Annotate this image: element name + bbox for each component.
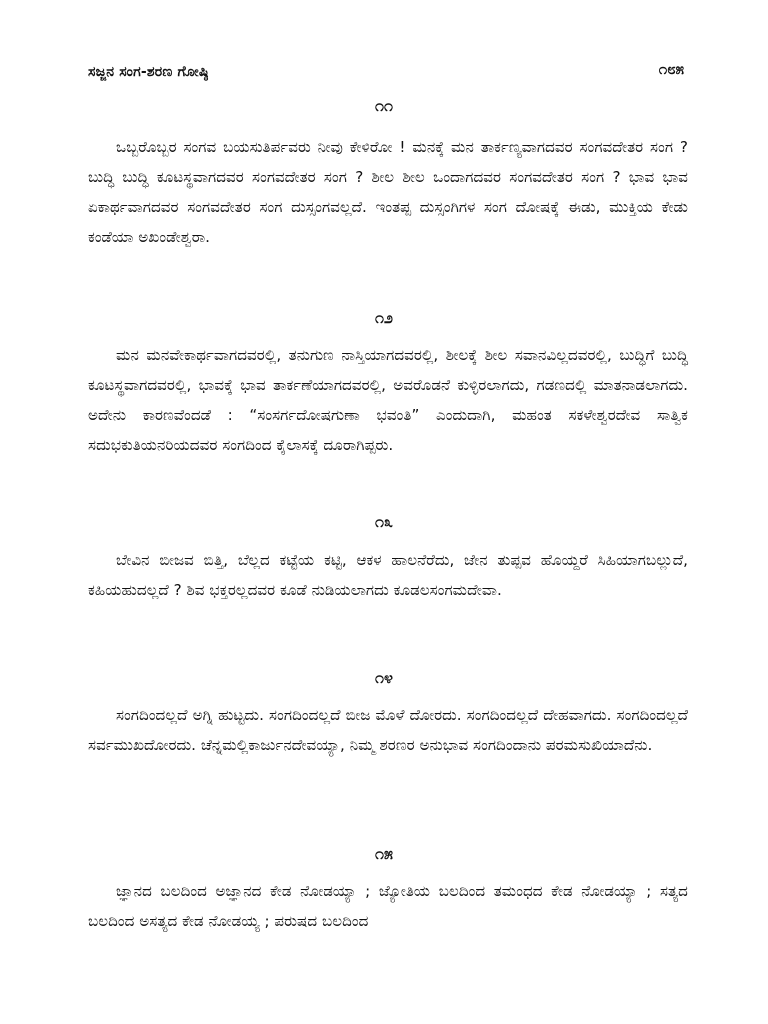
verse-text: ಮನ ಮನವೇಕಾರ್ಥವಾಗದವರಲ್ಲಿ, ತನುಗುಣ ನಾಸ್ತಿಯಾಗದವರಲ್ಲಿ, ಶೀಲಕ್ಕೆ ಶೀಲ ಸವಾನವಿಲ್ಲದವರಲ್ಲಿ, ಬುದ್ಧಿಗೆ ಬುದ್ಧಿ ಕೂಟಸ್ಥವಾಗದವರಲ್ಲಿ, ಭಾವಕ್ಕೆ ಭಾವ ತಾರ್ಕಣೆಯಾಗದವರಲ್ಲಿ, ಅವರೊಡನೆ ಕುಳ್ಳಿರಲಾಗದು, ಗಡಣದಲ್ಲಿ ಮಾತನಾಡಲಾಗದು. ಅದೇನು ಕಾರಣವೆಂದಡೆ : “ಸಂಸರ್ಗದೋಷಗುಣಾ ಭವಂತಿ” ಎಂದುದಾಗಿ, ಮಹಂತ ಸಕಳೇಶ್ವರದೇವ ಸಾತ್ವಿಕ ಸದುಭಕುತಿಯನರಿಯದವರ ಸಂಗದಿಂದ ಕೈಲಾಸಕ್ಕೆ ದೂರಾಗಿಪ್ಪರು. (88, 346, 688, 454)
page-number: ೧೮೫ (658, 60, 684, 78)
verse-number: ೧೨ (375, 308, 393, 327)
verse-text: ಸಂಗದಿಂದಲ್ಲದೆ ಅಗ್ನಿ ಹುಟ್ಟದು. ಸಂಗದಿಂದಲ್ಲದೆ ಬೀಜ ಮೊಳೆ ದೋರದು. ಸಂಗದಿಂದಲ್ಲದೆ ದೇಹವಾಗದು. ಸಂಗದಿಂದಲ್ಲದೆ ಸರ್ವಮುಖದೋರದು. ಚೆನ್ನಮಲ್ಲಿಕಾರ್ಜುನದೇವಯ್ಯಾ, ನಿಮ್ಮ ಶರಣರ ಅನುಭಾವ ಸಂಗದಿಂದಾನು ಪರಮಸುಖಿಯಾದೆನು. (88, 706, 688, 754)
verse-text: ಬೇವಿನ ಬೀಜವ ಬಿತ್ತಿ, ಬೆಲ್ಲದ ಕಟ್ಟೆಯ ಕಟ್ಟಿ, ಆಕಳ ಹಾಲನೆರೆದು, ಜೇನ ತುಪ್ಪವ ಹೊಯ್ದರೆ ಸಿಹಿಯಾಗಬಲ್ಲುದೆ, ಕಹಿಯಹುದಲ್ಲದೆ ? ಶಿವ ಭಕ್ತರಲ್ಲದವರ ಕೂಡೆ ನುಡಿಯಲಾಗದು ಕೂಡಲಸಂಗಮದೇವಾ. (88, 551, 688, 599)
verse-number: ೧೪ (375, 668, 393, 687)
running-head: ಸಜ್ಜನ ಸಂಗ-ಶರಣ ಗೋಷ್ಠಿ (88, 64, 209, 80)
verse-number: ೧೩ (375, 512, 393, 531)
verse-number: ೧೫ (375, 844, 393, 863)
verse-text: ಒಬ್ಬರೊಬ್ಬರ ಸಂಗವ ಬಯಸುತಿರ್ಪವರು ನೀವು ಕೇಳಿರೋ ! ಮನಕ್ಕೆ ಮನ ತಾರ್ಕಣ್ಯವಾಗದವರ ಸಂಗವದೇತರ ಸಂಗ ? ಬುದ್ಧಿ ಬುದ್ಧಿ ಕೂಟಸ್ಥವಾಗದವರ ಸಂಗವದೇತರ ಸಂಗ ? ಶೀಲ ಶೀಲ ಒಂದಾಗದವರ ಸಂಗವದೇತರ ಸಂಗ ? ಭಾವ ಭಾವ ಏಕಾರ್ಥವಾಗದವರ ಸಂಗವದೇತರ ಸಂಗ ದುಸ್ಸಂಗವಲ್ಲದೆ. ಇಂತಪ್ಪ ದುಸ್ಸಂಗಿಗಳ ಸಂಗ ದೋಷಕ್ಕೆ ಈಡು, ಮುಕ್ತಿಯ ಕೇಡು ಕಂಡೆಯಾ ಅಖಂಡೇಶ್ವರಾ. (88, 138, 688, 246)
verse-number: ೧೧ (375, 96, 393, 115)
verse-text: ಜ್ಞಾನದ ಬಲದಿಂದ ಅಜ್ಞಾನದ ಕೇಡ ನೋಡಯ್ಯಾ ; ಜ್ಯೋತಿಯ ಬಲದಿಂದ ತಮಂಧದ ಕೇಡ ನೋಡಯ್ಯಾ ; ಸತ್ಯದ ಬಲದಿಂದ ಅಸತ್ಯದ ಕೇಡ ನೋಡಯ್ಯ ; ಪರುಷದ ಬಲದಿಂದ (88, 882, 688, 930)
